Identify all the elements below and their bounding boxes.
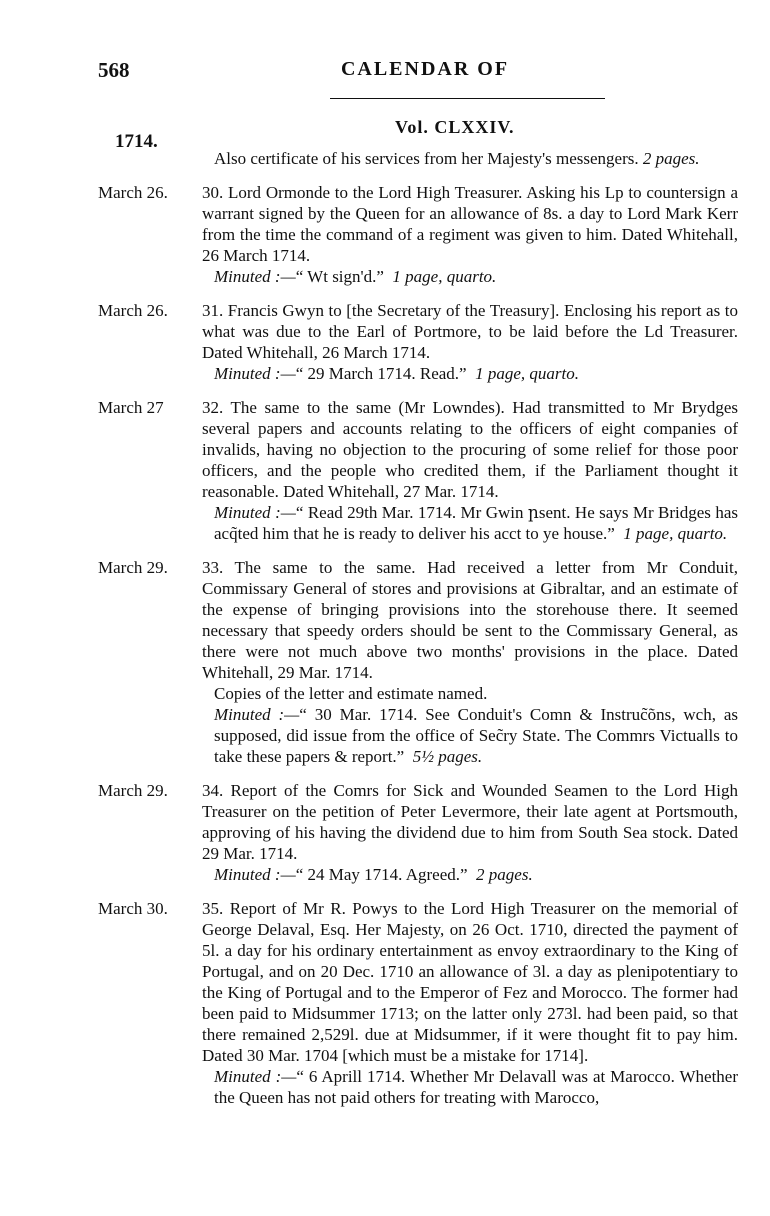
minuted-label: Minuted :— xyxy=(214,1067,297,1086)
entry-text: 33. The same to the same. Had received a letter from Mr Conduit, Commissary General of stores and provisions at Gibraltar, and an estimate of the expense of bringing provisions into the storehouse there. It seemed necessary that speedy orders should be sent to the Commissary General, as there were not much above two months' provisions in the place. Dated Whitehall, 29 Mar. 1714. xyxy=(202,558,738,682)
minuted-label: Minuted :— xyxy=(214,865,296,884)
entry-date: March 30. xyxy=(98,899,168,918)
entry-minute: “ 24 May 1714. Agreed.” xyxy=(295,865,468,884)
entry-body xyxy=(202,397,738,544)
entry-33 xyxy=(98,557,738,767)
entry-minute: “ Read 29th Mar. 1714. Mr Gwin րsent. He says Mr Bridges has acq̃ted him that he is ready to deliver his acct to ye house.” xyxy=(214,503,739,543)
minuted-label: Minuted :— xyxy=(214,364,296,383)
entry-text: 30. Lord Ormonde to the Lord High Treasurer. Asking his Lp to countersign a warrant signed by the Queen for an allowance of 8s. a day to Lord Mark Kerr from the time the command of a regiment was given to him. Dated Whitehall, 26 March 1714. xyxy=(202,183,738,265)
entry-date: March 26. xyxy=(98,183,168,202)
entry-body xyxy=(202,300,738,384)
entry-body xyxy=(202,148,738,169)
entry-minute: “ Wt sign'd.” xyxy=(295,267,384,286)
entry-body xyxy=(202,780,738,885)
minuted-label: Minuted :— xyxy=(214,503,296,522)
entry-minute: “ 29 March 1714. Read.” xyxy=(295,364,467,383)
entry-35 xyxy=(98,898,738,1108)
entry-body xyxy=(202,557,738,767)
entry-enclosure: Copies of the letter and estimate named. xyxy=(214,684,488,703)
entry-text: 32. The same to the same (Mr Lowndes). Had transmitted to Mr Brydges several papers and accounts relating to the officers of eight companies of invalids, having no objection to the procuring of some relief for those poor officers, and the people who credited them, if the Parliament thought it reasonable. Dated Whitehall, 27 Mar. 1714. xyxy=(202,398,738,501)
entry-text: 31. Francis Gwyn to [the Secretary of the Treasury]. Enclosing his report as to what was due to the Earl of Portmore, to be laid before the Ld Treasurer. Dated Whitehall, 26 March 1714. xyxy=(202,301,738,362)
entry-minute: “ 6 Aprill 1714. Whether Mr Delavall was at Marocco. Whether the Queen has not paid others for treating with Marocco, xyxy=(214,1067,738,1107)
year-label: 1714. xyxy=(115,131,158,152)
entry-date: March 29. xyxy=(98,781,168,800)
entry-text: 35. Report of Mr R. Powys to the Lord High Treasurer on the memorial of George Delaval, Esq. Her Majesty, on 26 Oct. 1710, directed the payment of 5l. a day for his ordinary entertainment as envoy extraordinary to the King of Portugal, and on 20 Dec. 1710 an allowance of 3l. a day as plenipotentiary to the King of Portugal and to the Emperor of Fez and Morocco. The former had been paid to Midsummer 1713; on the latter only 273l. had been paid, so that there remained 2,529l. due at Midsummer, if it were thought fit to pay him. Dated 30 Mar. 1704 [which must be a mistake for 1714]. xyxy=(202,899,738,1065)
entry-extent: 2 pages. xyxy=(642,149,700,168)
minuted-label: Minuted :— xyxy=(214,705,300,724)
header-rule xyxy=(330,98,605,99)
entry-date: March 27 xyxy=(98,398,164,417)
entry-date: March 29. xyxy=(98,558,168,577)
minuted-label: Minuted :— xyxy=(214,267,296,286)
entry-text: Also certificate of his services from her Majesty's messengers. xyxy=(214,149,639,168)
entry-extent: 2 pages. xyxy=(476,865,533,884)
entry-body xyxy=(202,182,738,287)
entry-body xyxy=(202,898,738,1108)
entries-list xyxy=(98,148,738,1121)
entry-extent: 5½ pages. xyxy=(412,747,483,766)
page-number: 568 xyxy=(98,58,130,82)
entry-31 xyxy=(98,300,738,384)
entry-minute: “ 30 Mar. 1714. See Conduit's Comn & Instruc̃õns, wch, as supposed, did issue from the office of Sec̃ry State. The Commrs Victualls to take these papers & report.” xyxy=(214,705,738,766)
entry-text: 34. Report of the Comrs for Sick and Wounded Seamen to the Lord High Treasurer on the petition of Peter Levermore, their late agent at Portsmouth, approving of his having the dividend due to him from South Sea stock. Dated 29 Mar. 1714. xyxy=(202,781,738,863)
entry-32 xyxy=(98,397,738,544)
entry-continuation xyxy=(98,148,738,169)
entry-30 xyxy=(98,182,738,287)
entry-extent: 1 page, quarto. xyxy=(392,267,497,286)
entry-extent: 1 page, quarto. xyxy=(623,524,728,543)
volume-label: Vol. CLXXIV. xyxy=(395,117,515,137)
entry-34 xyxy=(98,780,738,885)
running-head: CALENDAR OF xyxy=(340,58,510,80)
entry-extent: 1 page, quarto. xyxy=(475,364,579,383)
entry-date: March 26. xyxy=(98,301,168,320)
